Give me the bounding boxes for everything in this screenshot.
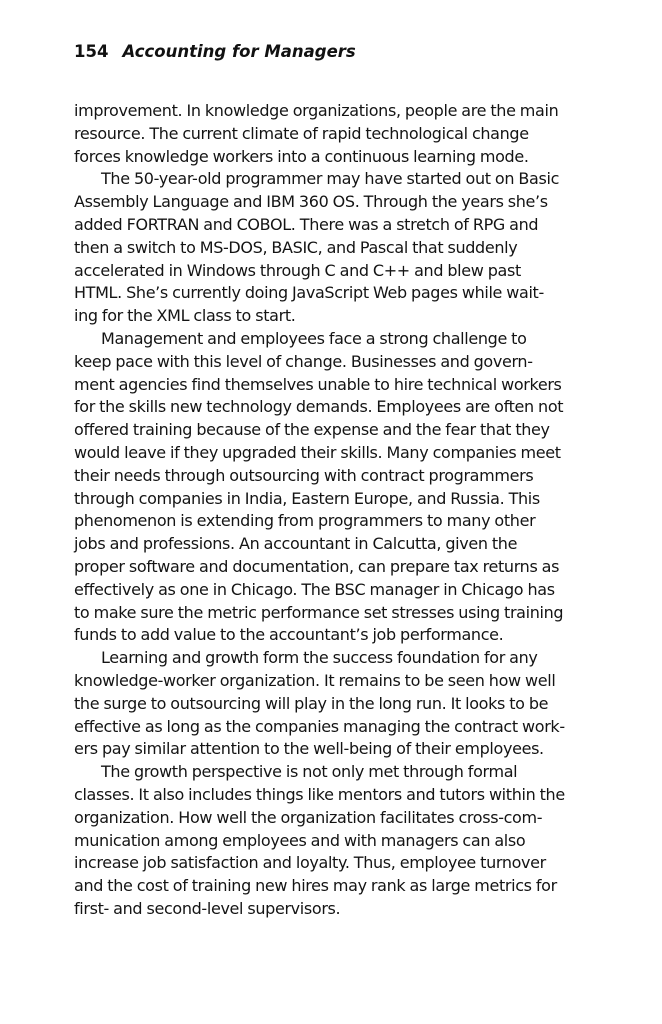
- text-line: Learning and growth form the success foundation for any: [101, 648, 538, 668]
- text-line: knowledge-worker organization. It remains to be seen how well: [74, 670, 556, 690]
- text-line: offered training because of the expense and the fear that they: [74, 420, 550, 440]
- text-line: their needs through outsourcing with contract programmers: [74, 465, 534, 485]
- text-line: the surge to outsourcing will play in the long run. It looks to be: [74, 693, 549, 713]
- text-line: proper software and documentation, can prepare tax returns as: [74, 556, 560, 576]
- text-line: improvement. In knowledge organizations, people are the main: [74, 101, 559, 120]
- text-line: Management and employees face a strong challenge to: [101, 328, 527, 348]
- text-line: keep pace with this level of change. Businesses and govern-: [74, 351, 533, 371]
- text-line: forces knowledge workers into a continuous learning mode.: [74, 146, 529, 166]
- text-line: classes. It also includes things like mentors and tutors within the: [74, 784, 565, 804]
- text-line: for the skills new technology demands. Employees are often not: [74, 397, 564, 417]
- text-line: then a switch to MS-DOS, BASIC, and Pascal that suddenly: [74, 237, 518, 257]
- text-line: phenomenon is extending from programmers to many other: [74, 511, 536, 531]
- text-line: accelerated in Windows through C and C++ and blew past: [74, 260, 521, 280]
- text-line: ers pay similar attention to the well-being of their employees.: [74, 739, 544, 759]
- text-line: The growth perspective is not only met through formal: [101, 762, 518, 782]
- text-line: The 50-year-old programmer may have started out on Basic: [101, 169, 560, 189]
- text-line: effectively as one in Chicago. The BSC manager in Chicago has: [74, 579, 555, 599]
- text-line: ment agencies find themselves unable to hire technical workers: [74, 374, 562, 394]
- text-line: ing for the XML class to start.: [74, 306, 296, 326]
- page-number: 154: [74, 42, 109, 61]
- text-line: added FORTRAN and COBOL. There was a stretch of RPG and: [74, 214, 539, 234]
- text-line: jobs and professions. An accountant in Calcutta, given the: [74, 534, 518, 554]
- body-text: [74, 100, 594, 921]
- text-line: through companies in India, Eastern Europe, and Russia. This: [74, 488, 540, 508]
- running-head: [74, 42, 356, 61]
- text-line: HTML. She’s currently doing JavaScript Web pages while wait-: [74, 283, 544, 303]
- book-title: Accounting for Managers: [122, 42, 356, 61]
- text-line: first- and second-level supervisors.: [74, 898, 341, 918]
- text-line: Assembly Language and IBM 360 OS. Through the years she’s: [74, 192, 548, 212]
- text-line: resource. The current climate of rapid technological change: [74, 123, 529, 143]
- text-line: increase job satisfaction and loyalty. Thus, employee turnover: [74, 853, 546, 873]
- text-line: would leave if they upgraded their skills. Many companies meet: [74, 442, 561, 462]
- text-line: effective as long as the companies managing the contract work-: [74, 716, 565, 736]
- text-line: to make sure the metric performance set stresses using training: [74, 602, 564, 622]
- text-line: munication among employees and with managers can also: [74, 830, 526, 850]
- text-line: funds to add value to the accountant’s job performance.: [74, 625, 504, 645]
- text-line: and the cost of training new hires may rank as large metrics for: [74, 876, 557, 896]
- text-line: organization. How well the organization facilitates cross-com-: [74, 807, 543, 827]
